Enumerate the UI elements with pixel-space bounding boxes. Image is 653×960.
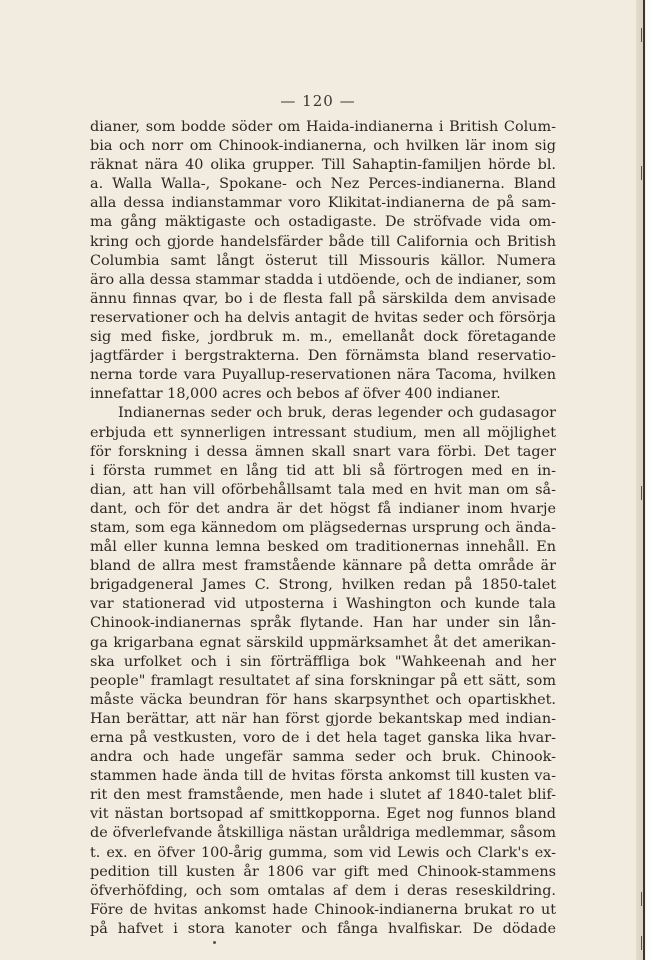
text-line: de öfverlefvande åtskilliga nästan uråldriga medlemmar, såsom (90, 825, 556, 842)
text-line: Columbia samt långt österut till Missouris källor. Numera (90, 252, 556, 269)
text-line: andra och hade ungefär samma seder och bruk. Chinook- (90, 749, 556, 766)
text-line: räknat nära 40 olika grupper. Till Sahaptin-familjen hörde bl. (90, 157, 556, 174)
text-line: var stationerad vid utposterna i Washington och kunde tala (90, 596, 556, 613)
text-line: äro alla dessa stammar stadda i utdöende, och de indianer, som (90, 271, 556, 288)
text-line: stammen hade ända till de hvitas första ankomst till kusten va- (90, 768, 556, 785)
text-line: nerna torde vara Puyallup-reservationen nära Tacoma, hvilken (90, 367, 556, 384)
text-line: erbjuda ett synnerligen intressant studium, men all möjlighet (90, 424, 556, 441)
gutter-edge (643, 0, 645, 960)
text-line: ma gång mäktigaste och ostadigaste. De ströfvade vida om- (90, 214, 556, 231)
text-line: brigadgeneral James C. Strong, hvilken redan på 1850-talet (90, 577, 556, 594)
text-line: kring och gjorde handelsfärder både till California och British (90, 233, 556, 250)
text-line: måste väcka beundran för hans skarpsynthet och opartiskhet. (90, 691, 556, 708)
text-line: stam, som ega kännedom om plägsedernas ursprung och ända- (90, 519, 556, 536)
text-line: erna på vestkusten, voro de i det hela taget ganska lika hvar- (90, 730, 556, 746)
ink-speck (213, 941, 216, 944)
text-line: ga krigarbana egnat särskild uppmärksamhet åt det amerikan- (90, 634, 556, 651)
text-line: sig med fiske, jordbruk m. m., emellanåt dock företagande (90, 329, 556, 346)
text-line: alla dessa indianstammar voro Klikitat-indianerna de på sam- (90, 195, 556, 212)
text-line: bland de allra mest framstående kännare på detta område är (90, 558, 556, 575)
gutter-mark (641, 486, 650, 500)
text-line: vit nästan bortsopad af smittkopporna. Eget nog funnos bland (90, 806, 556, 823)
text-line: för forskning i dessa ämnen skall snart vara förbi. Det tager (90, 443, 556, 460)
text-line: dant, och för det andra är det högst få indianer inom hvarje (90, 500, 556, 517)
text-line: ska urfolket och i sin förträffliga bok "Wahkeenah and her (90, 653, 556, 670)
text-line: t. ex. en öfver 100-årig gumma, som vid Lewis och Clark's ex- (90, 844, 556, 861)
gutter-mark (641, 28, 650, 42)
page-number: — 120 — (280, 92, 356, 110)
text-line: Chinook-indianernas språk flytande. Han har under sin lån- (90, 615, 556, 632)
gutter-mark (641, 892, 650, 906)
text-line: people" framlagt resultatet af sina forskningar på ett sätt, som (90, 672, 556, 689)
text-line: mål eller kunna lemna besked om traditionernas innehåll. En (90, 539, 556, 556)
text-line: ännu finnas qvar, bo i de flesta fall på särskilda dem anvisade (90, 290, 556, 307)
text-line: innefattar 18,000 acres och bebos af öfver 400 indianer. (90, 386, 501, 403)
text-line: Indianernas seder och bruk, deras legender och gudasagor (118, 405, 556, 422)
text-line: öfverhöfding, och som omtalas af dem i deras reseskildring. (90, 882, 556, 899)
gutter-mark (641, 166, 650, 180)
text-line: a. Walla Walla-, Spokane- och Nez Perces-indianerna. Bland (90, 176, 556, 193)
book-gutter (636, 0, 653, 960)
text-line: jagtfärder i bergstrakterna. Den förnämsta bland reservatio- (90, 348, 556, 365)
text-line: Han berättar, att när han först gjorde bekantskap med indian- (90, 710, 556, 727)
text-line: dianer, som bodde söder om Haida-indianerna i British Colum- (90, 119, 556, 135)
text-line: pedition till kusten år 1806 var gift med Chinook-stammens (90, 863, 556, 880)
text-line: i första rummet en lång tid att bli så förtrogen med en in- (90, 462, 556, 479)
text-line: dian, att han vill oförbehållsamt tala med en hvit man om så- (90, 481, 556, 498)
text-line: reservationer och ha delvis antagit de hvitas seder och försörja (90, 309, 556, 326)
text-line: bia och norr om Chinook-indianerna, och hvilken lär inom sig (90, 138, 556, 155)
gutter-mark (641, 936, 650, 950)
text-line: Före de hvitas ankomst hade Chinook-indianerna brukat ro ut (90, 901, 556, 918)
text-line: rit den mest framstående, men hade i slutet af 1840-talet blif- (90, 787, 556, 804)
body-text (90, 118, 556, 939)
text-line: på hafvet i stora kanoter och fånga hvalfiskar. De dödade (90, 920, 556, 937)
